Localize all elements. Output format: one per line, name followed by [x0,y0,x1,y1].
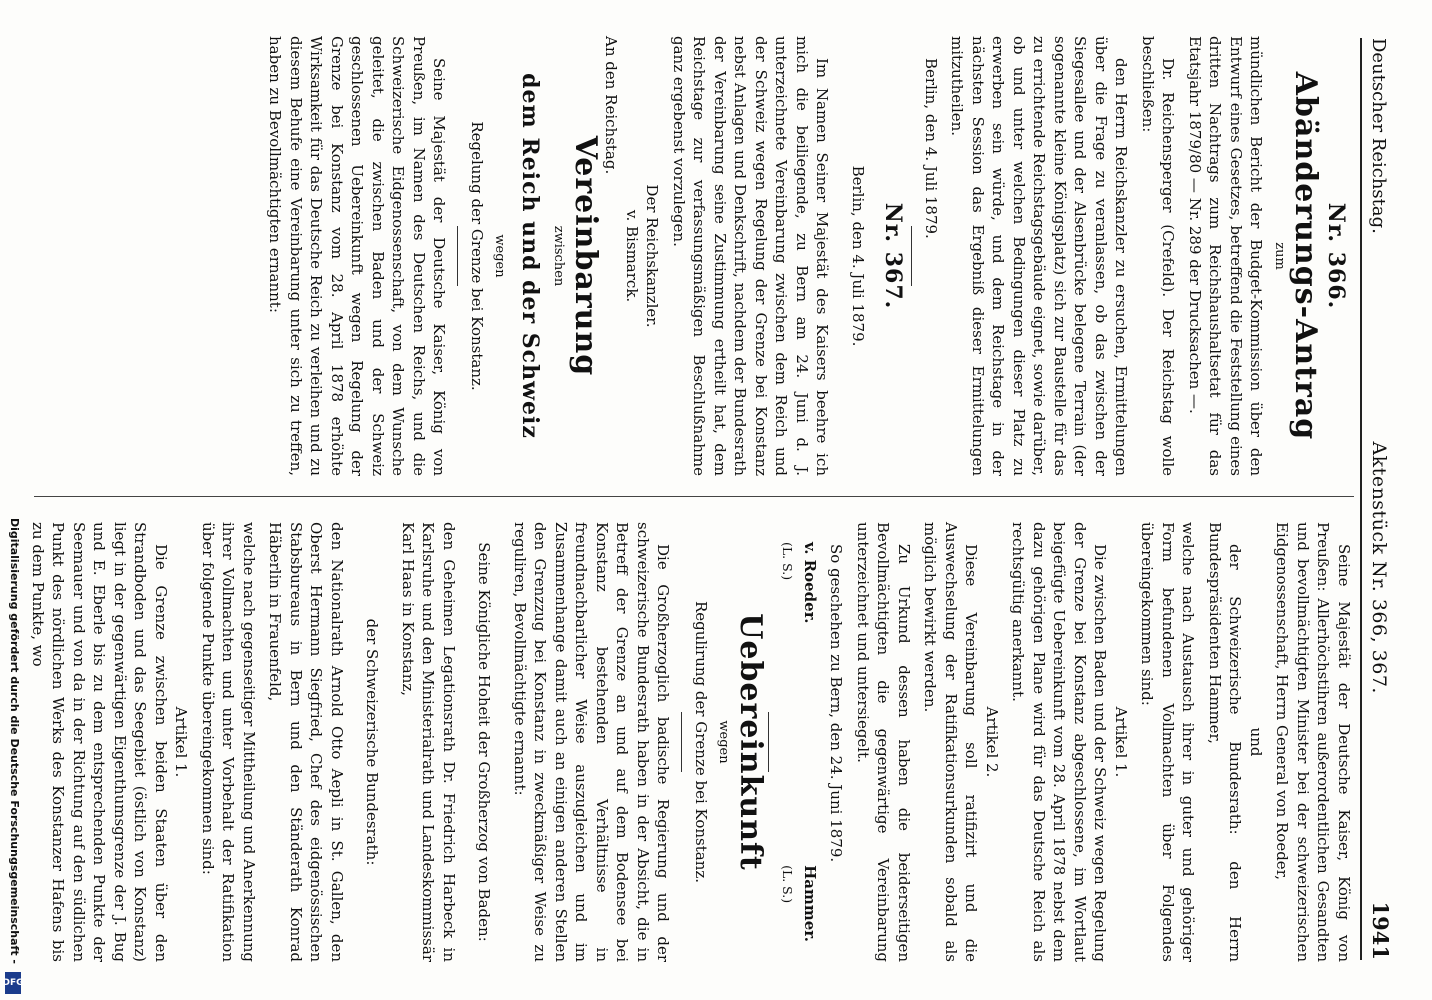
baden-delegates: den Geheimen Legationsrath Dr. Friedrich Harbeck in Karlsruhe und den Ministerialrath und Landeskommissär Karl Haas in Konstanz, [399,522,458,962]
article-2-heading: Artikel 2. [983,706,1001,778]
swiss-delegates: den Nationalrath Arnold Otto Aepli in St. Gallen, den Oberst Hermann Siegfried, Chef des eidgenössischen Stabsbureaus in Bern und den Ständerath Konrad Häberlin in Frauenfeld, [266,522,346,962]
header-center: Aktenstück Nr. 366, 367. [1368,441,1390,694]
motion-paragraph: Dr. Reichensperger (Crefeld). Der Reichstag wolle beschließen: [1139,36,1178,476]
column-rule [34,496,1354,497]
addressee: An den Reichstag. [602,36,621,175]
signature-hammer: Hammer. (L. S.) [780,865,819,942]
page-header [1360,38,1408,960]
wegen-label-2: wegen [716,720,732,764]
divider [458,226,459,286]
swiss-party: der Schweizerische Bundesrath: [363,618,382,866]
date-366: Berlin, den 4. Juli 1879. [922,58,940,239]
agreement-title: Vereinbarung [568,135,603,377]
signature-name: v. Bismarck. [623,209,641,303]
attestation: Zu Urkund dessen haben die beiderseitigen Bevollmächtigten die gegenwärtige Vereinbarung unterzeichnet und untersiegelt. [854,522,913,962]
convention-article-1-text: Die Grenze zwischen beiden Staaten über den Strandboden und das Seegebiet (östlich von Konstanz) liegt in der gegenwärtigen Eigenthumsgrenze der J. Bug und E. Eberle bis zu dem entsprechenden Punkte der Seemauer und von da in der Richtung auf den südlichen Punkt des nördlichen Werks des Konstanzer Hafens bis zu dem Punkte, wo [29,522,170,962]
right-column [22,522,1355,962]
convention-agreement: welche nach gegenseitiger Mittheilung und Anerkennung ihrer Vollmachten und unter Vorbehalt der Ratifikation über folgende Punkte übereingekommen sind: [199,522,258,962]
baden-party: Seine Königliche Hoheit der Großherzog von Baden: [475,542,494,942]
date-367: Berlin, den 4. Juli 1879. [849,165,867,347]
divider [768,712,769,772]
zwischen-label: zwischen [551,225,567,287]
header-left: Deutscher Reichstag. [1368,38,1389,234]
convention-subject: Regulirung der Grenze bei Konstanz. [692,600,710,884]
intro-paragraph: mündlichen Bericht der Budget-Kommission über den Entwurf eines Gesetzes, betreffend die Feststellung eines dritten Nachtrags zum Reichshaushaltsetat für das Etatsjahr 1879/80 — Nr. 289 der Drucksachen —. [1186,36,1266,476]
divider [682,712,683,772]
funding-note: Digitalisierung gefördert durch die Deutsche Forschungsgemeinschaft - [8,517,21,964]
cover-letter: Im Namen Seiner Majestät des Kaisers beehre ich mich die beiliegende, zu Bern am 24. Juni d. J. unterzeichnete Vereinbarung zwischen dem Reich und der Schweiz wegen Regelung der Grenze bei Konstanz nebst Anlagen und Denkschrift, nachdem der Bundesrath der Vereinbarung seine Zustimmung ertheilt hat, dem Reichstage zur verfassungsmäßigen Beschlußnahme ganz ergebenst vorzulegen. [670,36,832,476]
signatures [777,542,820,942]
motion-body: den Herrn Reichskanzler zu ersuchen, Ermittelungen über die Frage zu veranlassen, ob das zwischen der Siegesallee und der Alsenbrücke belegene Terrain (der sogenannte kleine Königsplatz) sich zur Baustelle für das zu errichtende Reichstagsgebäude eignet, sowie darüber, ob und unter welchen Bedingungen dieser Platz zu erwerben sein würde, und dem Reichstage in der nächsten Session das Ergebniß dieser Ermittelungen mitzutheilen. [948,36,1131,476]
plenipotentiary-switzerland: der Schweizerische Bundesrath: den Herrn Bundespräsidenten Hammer, [1206,522,1245,962]
left-column [259,36,1354,476]
plenipotentiary-germany: Seine Majestät der Deutsche Kaiser, König von Preußen: Allerhöchstihren außerordentlichen Gesandten und bevollmächtigten Minister bei der schweizerischen Eidgenossenschaft, Herrn General von Roeder, [1273,522,1353,962]
convention-preamble: Die Großherzoglich badische Regierung und der schweizerische Bundesrath haben in der Absicht, die in Betreff der Grenze an und auf dem Bodensee bei Konstanz bestehenden Verhältnisse in freundnachbarlicher Weise auszugleichen und im Zusammenhange damit auch an einigen anderen Stellen den Grenzzug bei Konstanz in zweckmäßiger Weise zu reguliren, Bevollmächtigte ernannt: [511,522,673,962]
article-1-text: Die zwischen Baden und der Schweiz wegen Regelung der Grenze bei Konstanz abgeschlossene, im Wortlaut beigefügte Uebereinkunft vom 28. April 1878 nebst dem dazu gehörigen Plane wird für das Deutsche Reich als rechtsgültig anerkannt. [1009,522,1110,962]
page-number: 1941 [1368,901,1393,960]
preamble: Seine Majestät der Deutsche Kaiser, König von Preußen, im Namen des Deutschen Reichs, und die Schweizerische Eidgenossenschaft, von dem Wunsche geleitet, die zwischen Baden und der Schweiz geschlossenen Uebereinkunft wegen Regelung der Grenze bei Konstanz vom 28. April 1878 erhöhte Wirksamkeit für das Deutsche Reich zu verleihen und zu diesem Behufe eine Vereinbarung unter sich zu treffen, haben zu Bevollmächtigten ernannt: [266,36,449,476]
zum-label: zum [1272,242,1287,270]
dfg-logo: DFG [5,972,21,994]
article-2-text: Diese Vereinbarung soll ratifizirt und die Auswechselung der Ratifikationsurkunden sobald als möglich bewirkt werden. [921,522,981,962]
section-number-367: Nr. 367. [880,202,907,310]
convention-title: Uebereinkunft [733,613,768,871]
divider [912,226,913,286]
article-1-heading: Artikel 1. [1112,706,1130,778]
und-label: und [1247,727,1265,757]
section-title-366: Abänderungs-Antrag [1288,71,1324,441]
agreement-subject: Regelung der Grenze bei Konstanz. [468,121,486,391]
wegen-label: wegen [492,234,508,278]
place-date: So geschehen zu Bern, den 24. Juni 1879. [827,544,846,863]
signature-title: Der Reichskanzler. [643,184,662,328]
convention-article-1-heading: Artikel 1. [172,706,191,778]
section-number-366: Nr. 366. [1323,202,1349,310]
agreement-intro: welche nach Austausch ihrer in guter und gehöriger Form befundenen Vollmachten über Folgendes übereingekommen sind: [1138,522,1198,962]
signature-roeder: v. Roeder. (L. S.) [780,542,819,624]
agreement-parties: dem Reich und der Schweiz [517,73,543,439]
